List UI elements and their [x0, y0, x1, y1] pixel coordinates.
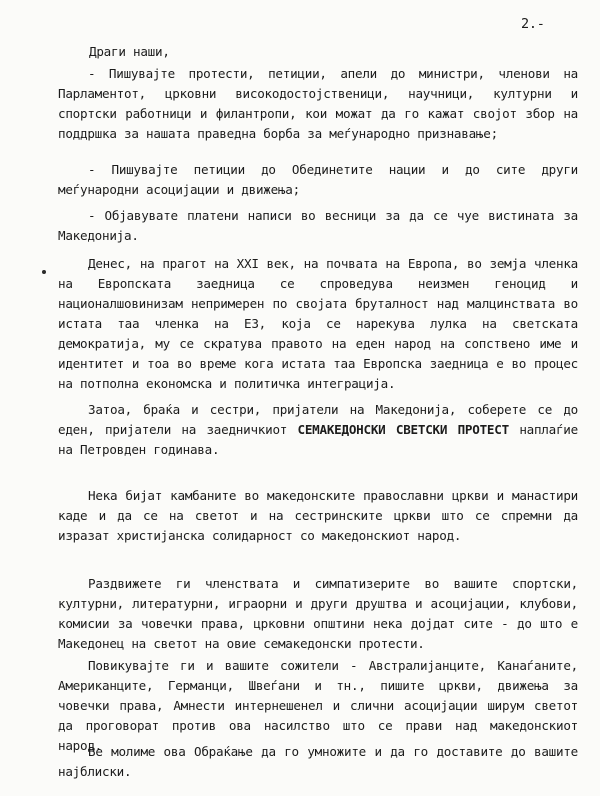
- paragraph-invite-neighbors: [58, 656, 578, 756]
- paragraph-copy-request: [58, 742, 578, 782]
- protest-name: СЕМАКЕДОНСКИ СВЕТСКИ ПРОТЕСТ: [297, 422, 509, 437]
- salutation: Драги наши,: [89, 44, 170, 59]
- paragraph-church-bells: [58, 486, 578, 546]
- paragraph-text: - Објавувате платени написи во весници за да се чуе вистината за Македонија.: [58, 208, 578, 243]
- paragraph-text: - Пишувајте протести, петиции, апели до министри, членови на Парламентот, црковни високодостојственици, научници, културни и спортски работници и филантропи, кои можат да го кажат својот збор на поддршка за нашата праведна борба за меѓународно признавање;: [58, 66, 578, 141]
- paragraph-text: Ве молиме ова Обраќање да го умножите и да го доставите до вашите најблиски.: [58, 744, 578, 779]
- paragraph-text: - Пишувајте петиции до Обединетите нации и до сите други меѓународни асоцијации и движења;: [58, 162, 578, 197]
- paragraph-newspaper-articles: [58, 206, 578, 246]
- paragraph-europe-genocide: [58, 254, 578, 394]
- scan-speck: [42, 270, 46, 274]
- paragraph-mobilize-members: [58, 574, 578, 654]
- paragraph-petitions-un: [58, 160, 578, 200]
- paragraph-gather-protest: [58, 400, 578, 460]
- paragraph-text: Повикувајте ги и вашите сожители - Австралијанците, Канаѓаните, Американците, Германци, Швеѓани и тн., пишите цркви, движења за човечки права, Амнести интернешенел и слични асоцијации ширум светот да проговорат против ова насилство што се прави над македонскиот народ.: [58, 658, 578, 753]
- page-number: 2.-: [521, 16, 545, 32]
- paragraph-text: Нека бијат камбаните во македонските православни цркви и манастири каде и да се на светот и на сестринските цркви што се спремни да изразат христијанска солидарност со македонскиот народ.: [58, 488, 578, 543]
- paragraph-text-after: наплаѓие на Петровден годинава.: [58, 422, 578, 457]
- paragraph-text: Затоа, браќа и сестри, пријатели на Македонија, соберете се до еден, пријатели на заедничкиот: [58, 402, 578, 437]
- paragraph-text: Денес, на прагот на XXI век, на почвата на Европа, во земја членка на Европската заедница се спроведува неизмен геноцид и националшовинизам непримерен по својата бруталност над малцинствата во истата таа членка на ЕЗ, која се нарекува лулка на светската демократија, му се скратува правото на еден народ на сопствено име и идентитет и тоа во време кога истата таа Европска заедница е во процес на потполна економска и политичка интеграција.: [58, 256, 578, 391]
- paragraph-text: Раздвижете ги членствата и симпатизерите во вашите спортски, културни, литературни, играорни и други друштва и асоцијации, клубови, комисии за човечки права, црковни општини нека дојдат сите - до што е Македонец на светот на овие семакедонски протести.: [58, 576, 578, 651]
- paragraph-petitions-officials: [58, 64, 578, 144]
